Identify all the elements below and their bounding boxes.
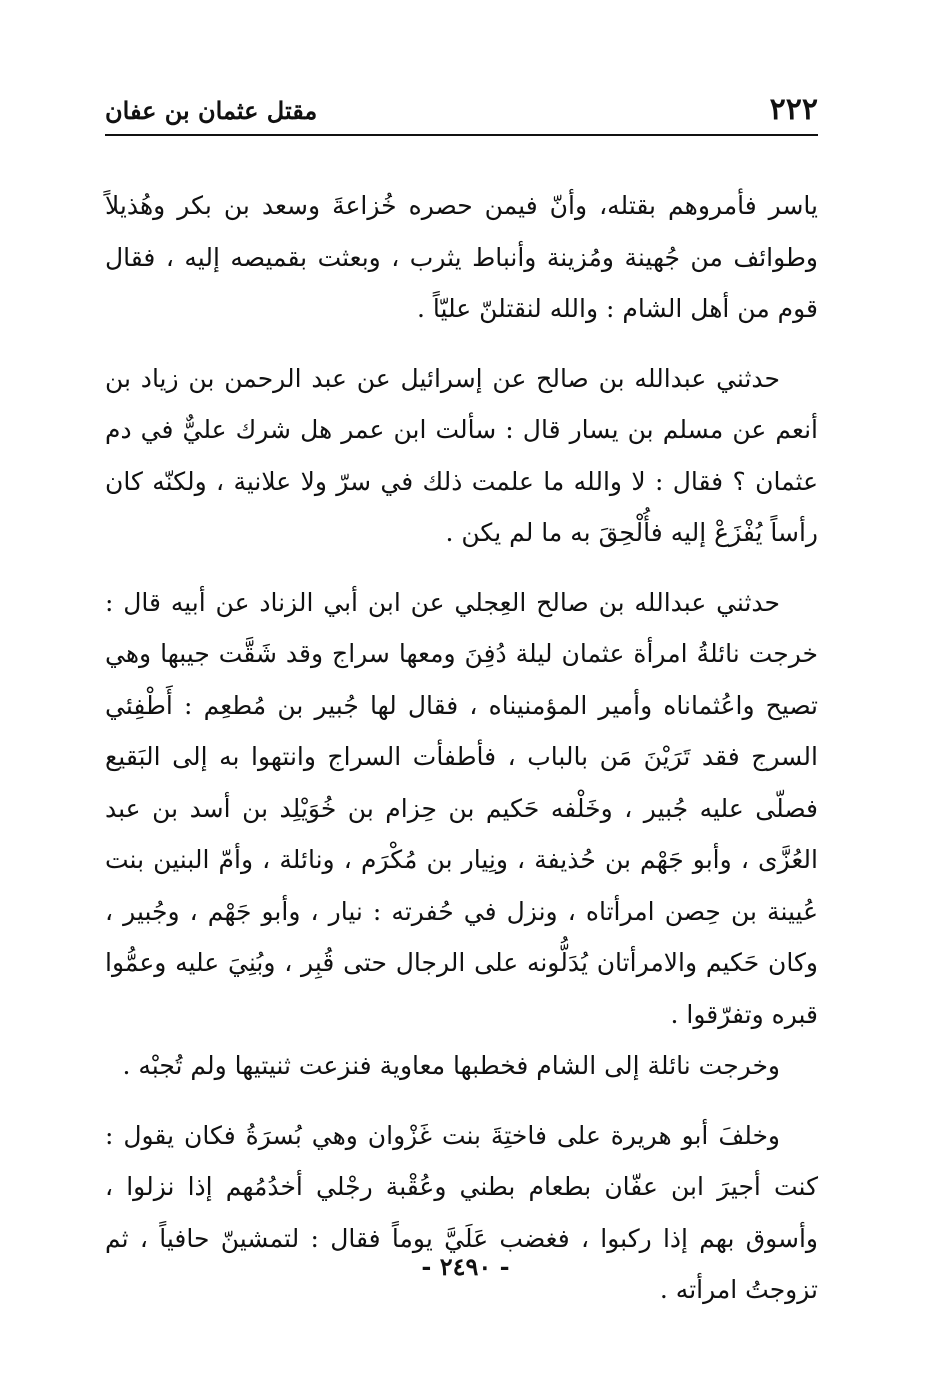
- page-header: [105, 88, 818, 136]
- paragraph-4: وخرجت نائلة إلى الشام فخطبها معاوية فنزعت ثنيتيها ولم تُجبْه .: [122, 1051, 780, 1080]
- header-rule: [105, 134, 818, 136]
- paragraph-2: حدثني عبدالله بن صالح عن إسرائيل عن عبد الرحمن بن زياد بن أنعم عن مسلم بن يسار قال : سألت ابن عمر هل شرك عليٌّ في دم عثمان ؟ فقال : لا والله ما علمت ذلك في سرّ ولا علانية ، ولكنّه كان رأساً يُفْزَعْ إليه فأُلْحِقَ به ما لم يكن .: [105, 363, 818, 547]
- page-number-top: ٢٢٢: [769, 92, 818, 127]
- running-title: مقتل عثمان بن عفان: [105, 96, 318, 125]
- body-text: [105, 180, 818, 1316]
- page-footer-number: - ٢٤٩٠ -: [421, 1252, 510, 1281]
- paragraph-5: وخلفَ أبو هريرة على فاختِةَ بنت غَزْوان وهي بُسرَةُ فكان يقول : كنت أجيرَ ابن عفّان بطعام بطني وعُقْبة رجْلي أخدُمُهم إذا نزلوا ، وأسوق بهم إذا ركبوا ، فغضب عَلَيَّ يوماً فقال : لتمشينّ حافياً ، ثم تزوجتُ امرأته .: [105, 1120, 818, 1304]
- paragraph-1: ياسر فأمروهم بقتله، وأنّ فيمن حصره خُزاعةَ وسعد بن بكر وهُذيلاً وطوائف من جُهينة ومُزينة وأنباط يثرب ، وبعثت بقميصه إليه ، فقال قوم من أهل الشام : والله لنقتلنّ عليّاً .: [105, 191, 818, 323]
- paragraph-3: حدثني عبدالله بن صالح العِجلي عن ابن أبي الزناد عن أبيه قال : خرجت نائلةُ امرأة عثمان ليلة دُفِنَ ومعها سراج وقد شَقَّت جيبها وهي تصيح واعُثماناه وأمير المؤمنيناه ، فقال لها جُبير بن مُطعِم : أَطْفِئي السرج فقد تَرَيْنَ مَن بالباب ، فأطفأت السراج وانتهوا به إلى البَقيع فصلّى عليه جُبير ، وخَلْفه حَكيم بن حِزام بن خُوَيْلِد بن أسد بن عبد العُزَّى ، وأبو جَهْم بن حُذيفة ، ونِيار بن مُكْرَم ، ونائلة ، وأمّ البنين بنت عُيينة بن حِصن امرأتاه ، ونزل في حُفرته : نيار ، وأبو جَهْم ، وجُبير ، وكان حَكيم والامرأتان يُدَلُّونه على الرجال حتى قُبِر ، وبُنِيَ عليه وعمُّوا قبره وتفرّقوا .: [105, 587, 818, 1029]
